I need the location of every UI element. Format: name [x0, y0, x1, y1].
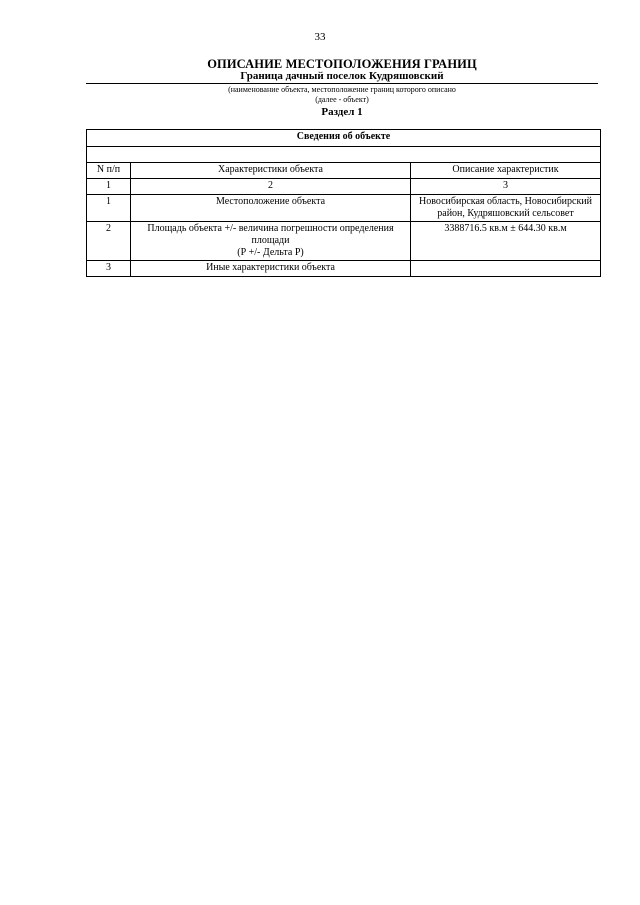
- section-heading: Раздел 1: [321, 106, 363, 118]
- column-number-row: [87, 179, 601, 195]
- row-characteristic: Иные характеристики объекта: [131, 261, 411, 277]
- caption-line-2: (далее - объект): [315, 95, 369, 104]
- document-subtitle: Граница дачный поселок Кудряшовский: [240, 70, 444, 82]
- column-header-description: Описание характеристик: [411, 163, 601, 179]
- column-header-num: N п/п: [87, 163, 131, 179]
- row-num: 1: [87, 195, 131, 222]
- column-header-characteristic: Характеристики объекта: [131, 163, 411, 179]
- row-characteristic: Местоположение объекта: [131, 195, 411, 222]
- row-characteristic-note: (Р +/- Дельта Р): [237, 247, 304, 258]
- row-num: 2: [87, 222, 131, 261]
- row-characteristic: [131, 222, 411, 261]
- caption-line-1: (наименование объекта, местоположение границ которого описано: [228, 85, 456, 94]
- table-spacer-row: [87, 147, 601, 163]
- table-row: [87, 261, 601, 277]
- object-info-table: [86, 129, 601, 277]
- column-header-row: [87, 163, 601, 179]
- table-row: [87, 195, 601, 222]
- column-number-2: 2: [131, 179, 411, 195]
- row-description: Новосибирская область, Новосибирский район, Кудряшовский сельсовет: [411, 195, 601, 222]
- page-number: 33: [314, 31, 326, 43]
- table-header-row: [87, 130, 601, 147]
- row-num: 3: [87, 261, 131, 277]
- table-spacer-cell: [87, 147, 601, 163]
- row-characteristic-text: Площадь объекта +/- величина погрешности определения площади: [147, 223, 394, 246]
- document-title: ОПИСАНИЕ МЕСТОПОЛОЖЕНИЯ ГРАНИЦ: [207, 57, 477, 71]
- row-description: [411, 261, 601, 277]
- document-caption: [86, 85, 598, 105]
- column-number-3: 3: [411, 179, 601, 195]
- table-row: [87, 222, 601, 261]
- row-description: 3388716.5 кв.м ± 644.30 кв.м: [411, 222, 601, 261]
- table-header: Сведения об объекте: [87, 130, 601, 147]
- title-underline: [86, 83, 598, 84]
- column-number-1: 1: [87, 179, 131, 195]
